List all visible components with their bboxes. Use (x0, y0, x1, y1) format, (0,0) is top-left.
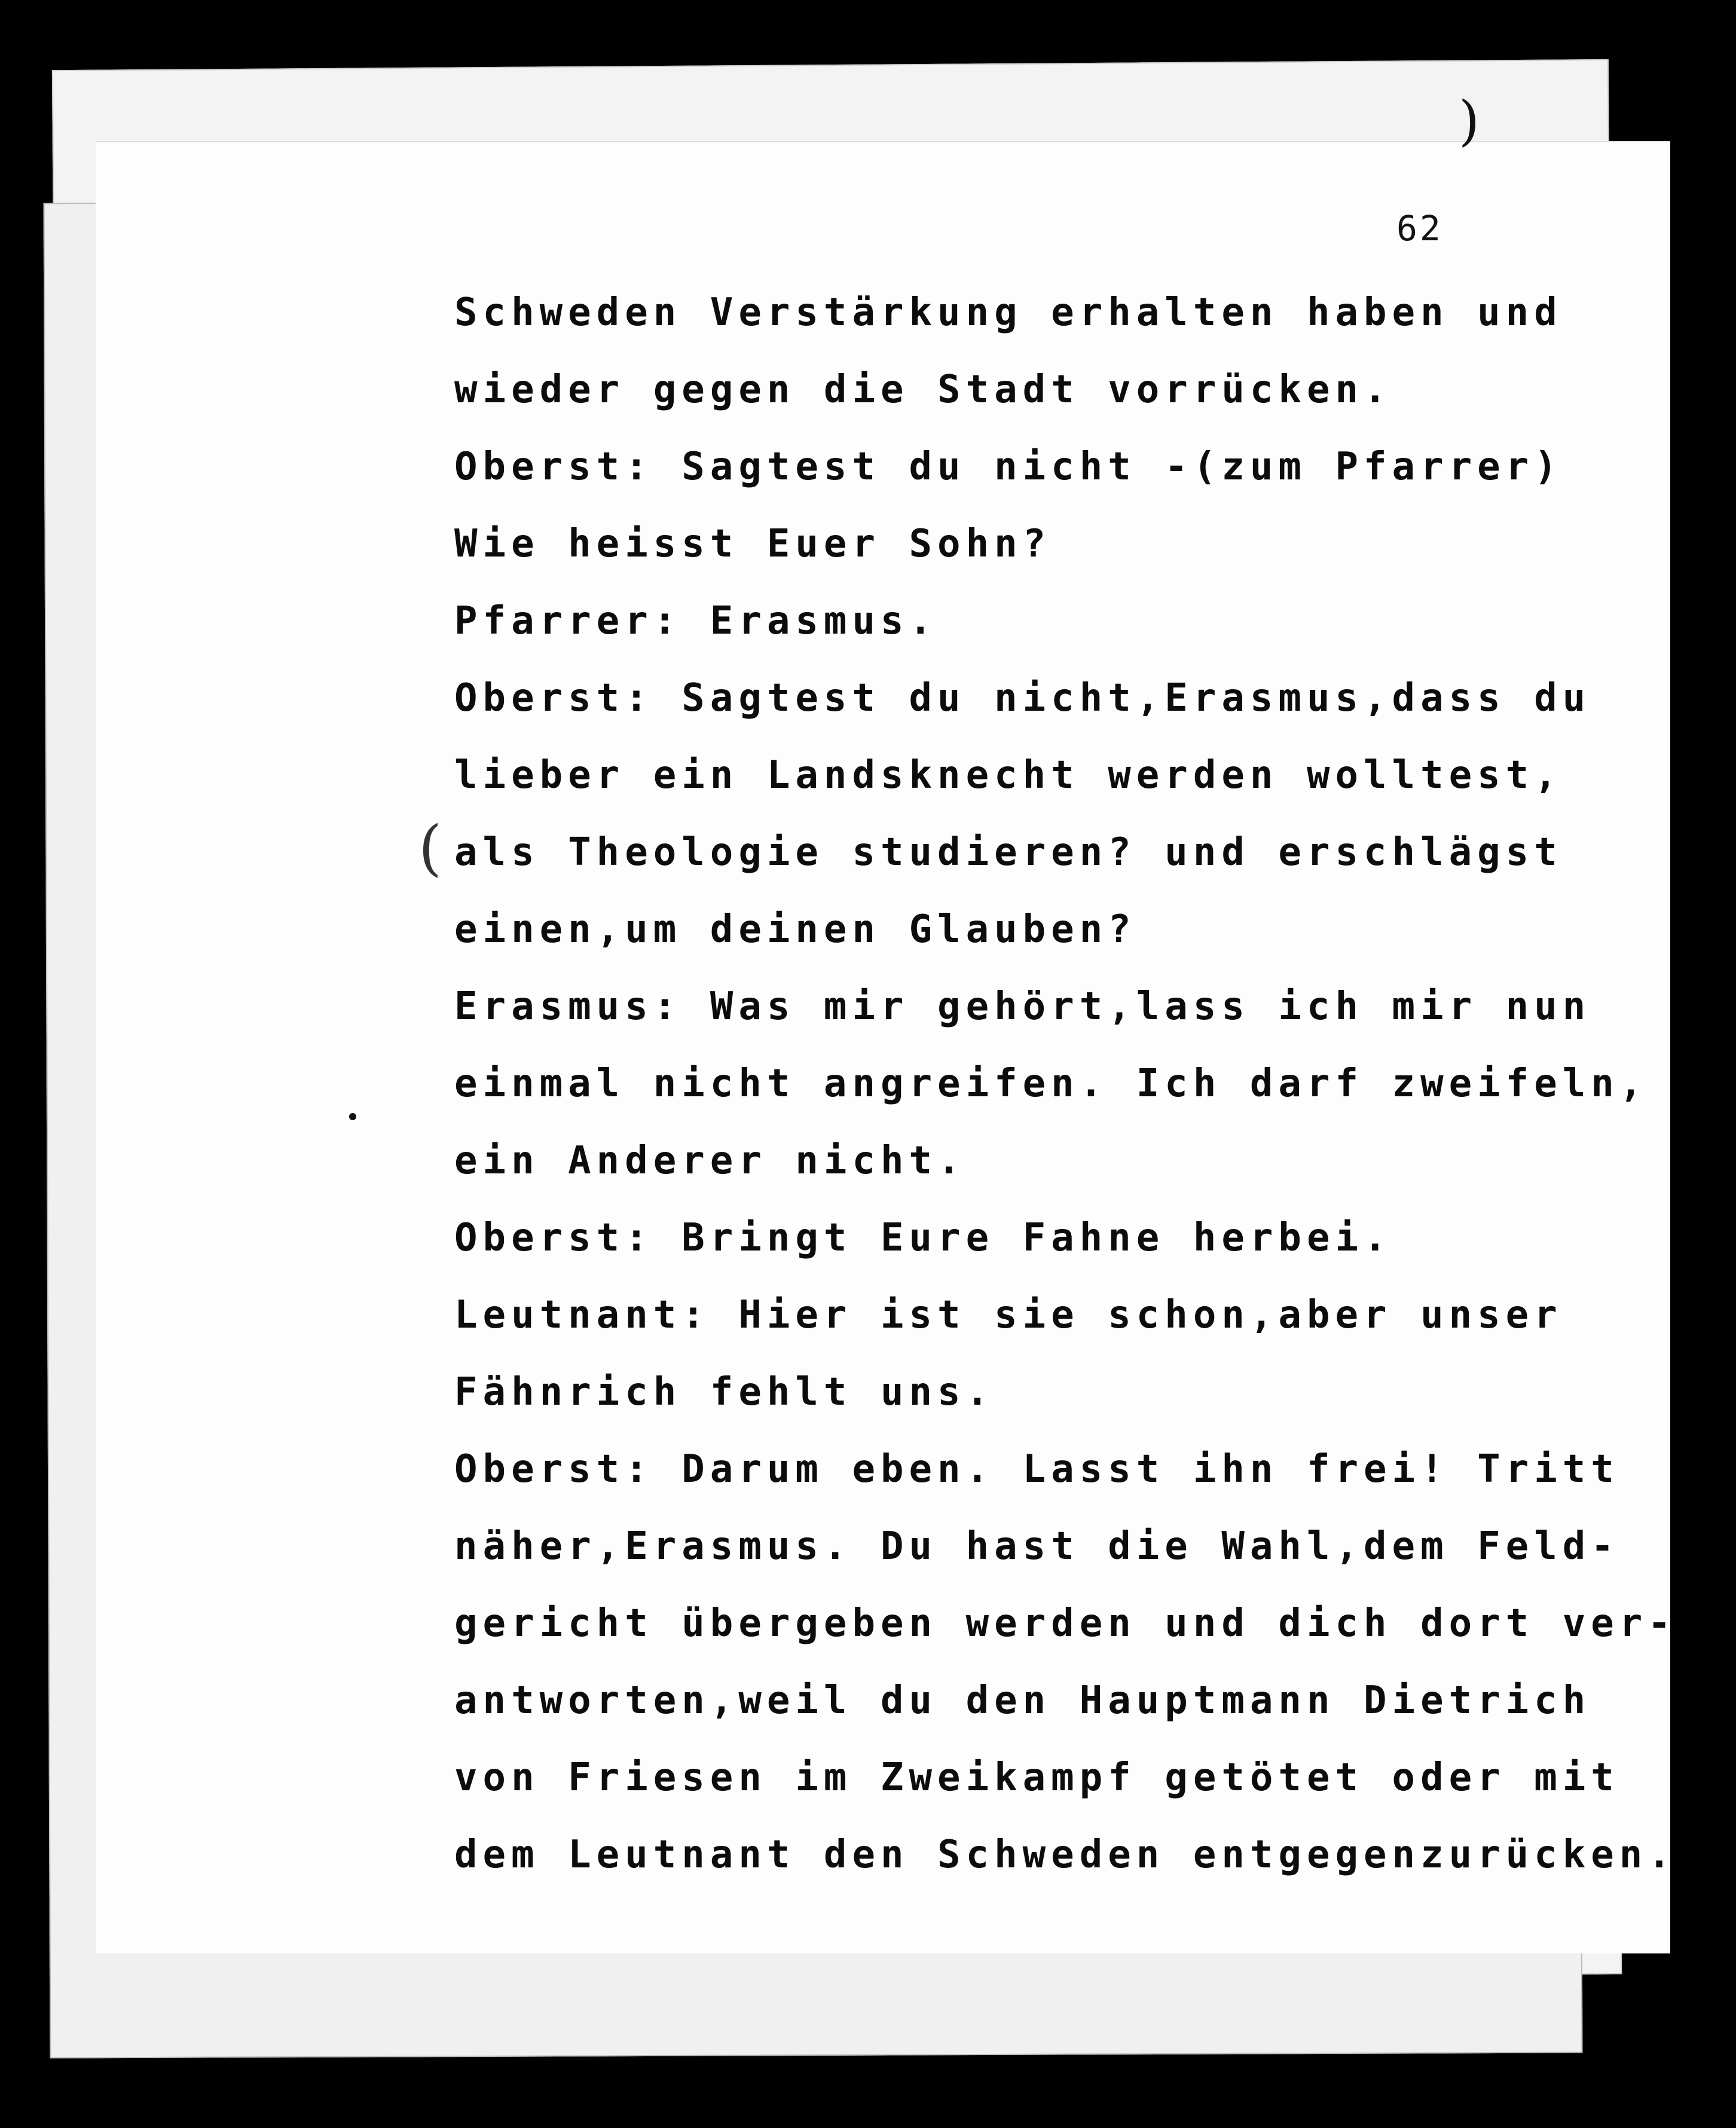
text-line: dem Leutnant den Schweden entgegenzurücken. (454, 1833, 1676, 1877)
text-line: von Friesen im Zweikampf getötet oder mit (454, 1756, 1619, 1800)
text-line: näher,Erasmus. Du hast die Wahl,dem Feld- (454, 1524, 1619, 1569)
text-line: einmal nicht angreifen. Ich darf zweifeln, (454, 1062, 1648, 1106)
text-line: Erasmus: Was mir gehört,lass ich mir nun (454, 984, 1591, 1029)
text-line: als Theologie studieren? und erschlägst (454, 830, 1563, 875)
corner-mark: ) (1459, 90, 1480, 152)
text-line: Oberst: Sagtest du nicht,Erasmus,dass du (454, 676, 1591, 720)
page-number: 62 (1396, 208, 1443, 249)
text-line: einen,um deinen Glauben? (454, 907, 1136, 952)
text-line: antworten,weil du den Hauptmann Dietrich (454, 1678, 1591, 1723)
text-line: Fähnrich fehlt uns. (454, 1370, 995, 1414)
text-line: lieber ein Landsknecht werden wolltest, (454, 753, 1563, 797)
ink-dot (349, 1113, 356, 1120)
document-body (454, 286, 1676, 1905)
text-line: Oberst: Bringt Eure Fahne herbei. (454, 1216, 1392, 1260)
text-line: Oberst: Darum eben. Lasst ihn frei! Tritt (454, 1447, 1619, 1491)
text-line: gericht übergeben werden und dich dort ver- (454, 1601, 1676, 1646)
margin-bracket: ( (418, 813, 442, 883)
text-line: Schweden Verstärkung erhalten haben und (454, 291, 1563, 335)
text-line: Leutnant: Hier ist sie schon,aber unser (454, 1293, 1563, 1337)
text-line: ein Anderer nicht. (454, 1139, 966, 1183)
text-line: Oberst: Sagtest du nicht -(zum Pfarrer) (454, 445, 1563, 489)
text-line: Wie heisst Euer Sohn? (454, 522, 1052, 566)
text-line: wieder gegen die Stadt vorrücken. (454, 368, 1392, 412)
text-line: Pfarrer: Erasmus. (454, 599, 938, 643)
